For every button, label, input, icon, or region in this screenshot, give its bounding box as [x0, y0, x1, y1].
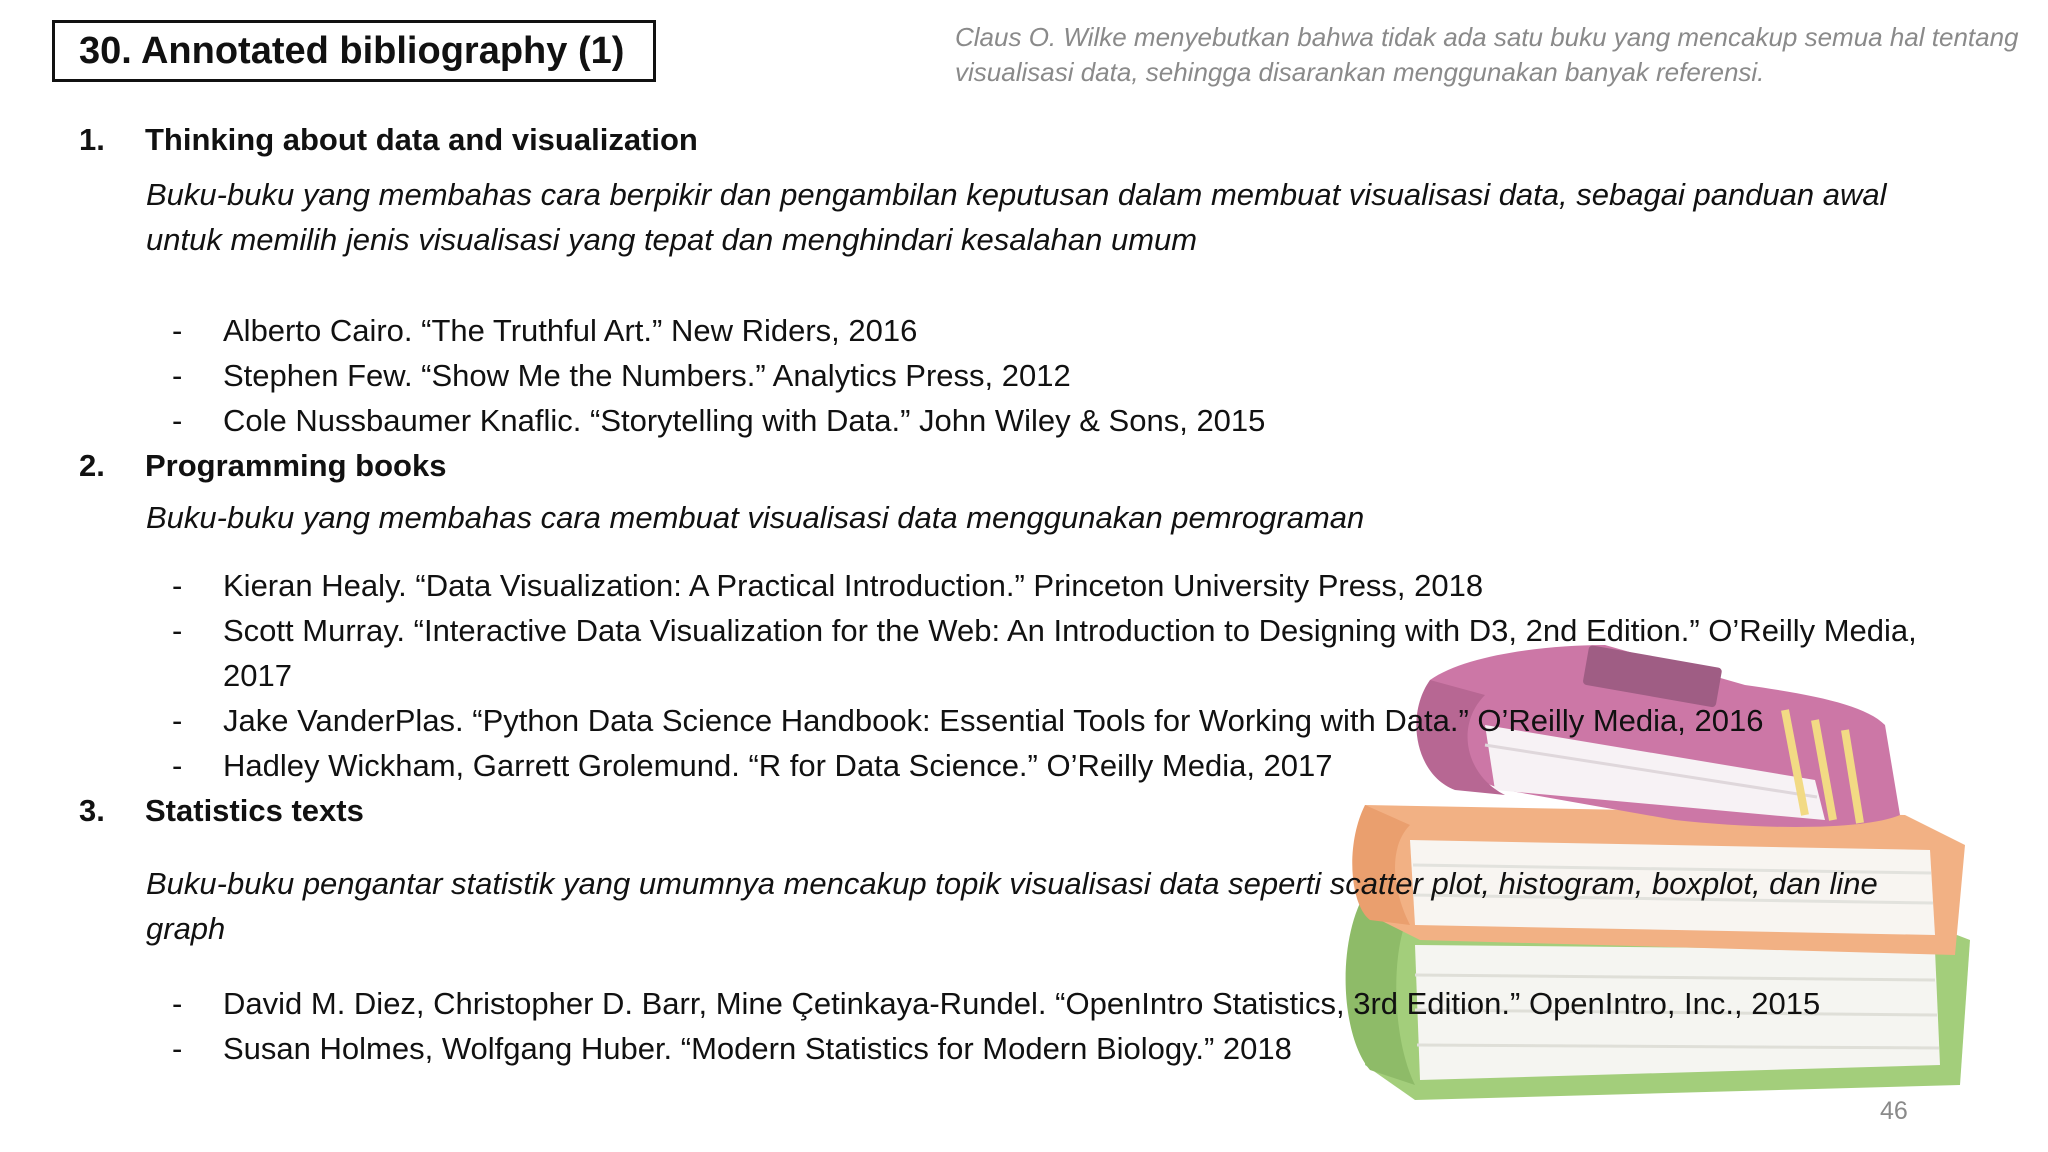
- section-number: 3.: [79, 793, 105, 828]
- list-marker: -: [172, 568, 183, 603]
- section-number: 2.: [79, 448, 105, 483]
- section-heading: [79, 448, 446, 484]
- reference-item: [172, 353, 1932, 398]
- reference-item: [172, 308, 1932, 353]
- list-marker: -: [172, 1031, 183, 1066]
- list-marker: -: [172, 703, 183, 738]
- reference-item: [172, 563, 1932, 608]
- reference-item: [172, 608, 1932, 698]
- intro-note: Claus O. Wilke menyebutkan bahwa tidak ada satu buku yang mencakup semua hal tentang visualisasi data, sehingga disarankan menggunakan banyak referensi.: [955, 22, 2019, 87]
- reference-text: Cole Nussbaumer Knaflic. “Storytelling with Data.” John Wiley & Sons, 2015: [223, 403, 1266, 438]
- reference-text: Susan Holmes, Wolfgang Huber. “Modern Statistics for Modern Biology.” 2018: [223, 1031, 1292, 1066]
- reference-item: [172, 981, 1932, 1026]
- reference-item: [172, 698, 1932, 743]
- list-marker: -: [172, 748, 183, 783]
- section-heading: [79, 793, 364, 829]
- section-title: Statistics texts: [145, 793, 364, 828]
- reference-text: Alberto Cairo. “The Truthful Art.” New Riders, 2016: [223, 313, 918, 348]
- page-number: 46: [1880, 1097, 1908, 1125]
- reference-text: Scott Murray. “Interactive Data Visualization for the Web: An Introduction to Designing with D3, 2nd Edition.” O’Reilly Media, 2017: [223, 613, 1917, 693]
- section-title: Thinking about data and visualization: [145, 122, 698, 157]
- list-marker: -: [172, 358, 183, 393]
- section-title: Programming books: [145, 448, 447, 483]
- list-marker: -: [172, 403, 183, 438]
- slide-title: 30. Annotated bibliography (1): [52, 20, 656, 82]
- section-number: 1.: [79, 122, 105, 157]
- section-heading: [79, 122, 698, 158]
- reference-item: [172, 743, 1932, 788]
- reference-text: Hadley Wickham, Garrett Grolemund. “R for Data Science.” O’Reilly Media, 2017: [223, 748, 1333, 783]
- reference-text: Stephen Few. “Show Me the Numbers.” Analytics Press, 2012: [223, 358, 1071, 393]
- section-description: Buku-buku pengantar statistik yang umumnya mencakup topik visualisasi data seperti scatter plot, histogram, boxplot, dan line graph: [146, 866, 1878, 946]
- section-description: Buku-buku yang membahas cara berpikir dan pengambilan keputusan dalam membuat visualisasi data, sebagai panduan awal untuk memilih jenis visualisasi yang tepat dan menghindari kesalahan umum: [146, 177, 1887, 257]
- reference-text: David M. Diez, Christopher D. Barr, Mine Çetinkaya-Rundel. “OpenIntro Statistics, 3rd Edition.” OpenIntro, Inc., 2015: [223, 986, 1821, 1021]
- section-description: Buku-buku yang membahas cara membuat visualisasi data menggunakan pemrograman: [146, 500, 1365, 535]
- list-marker: -: [172, 613, 183, 648]
- reference-item: [172, 1026, 1932, 1071]
- reference-item: [172, 398, 1932, 443]
- list-marker: -: [172, 313, 183, 348]
- reference-text: Jake VanderPlas. “Python Data Science Handbook: Essential Tools for Working with Data.” O’Reilly Media, 2016: [223, 703, 1764, 738]
- list-marker: -: [172, 986, 183, 1021]
- reference-text: Kieran Healy. “Data Visualization: A Practical Introduction.” Princeton University Press, 2018: [223, 568, 1484, 603]
